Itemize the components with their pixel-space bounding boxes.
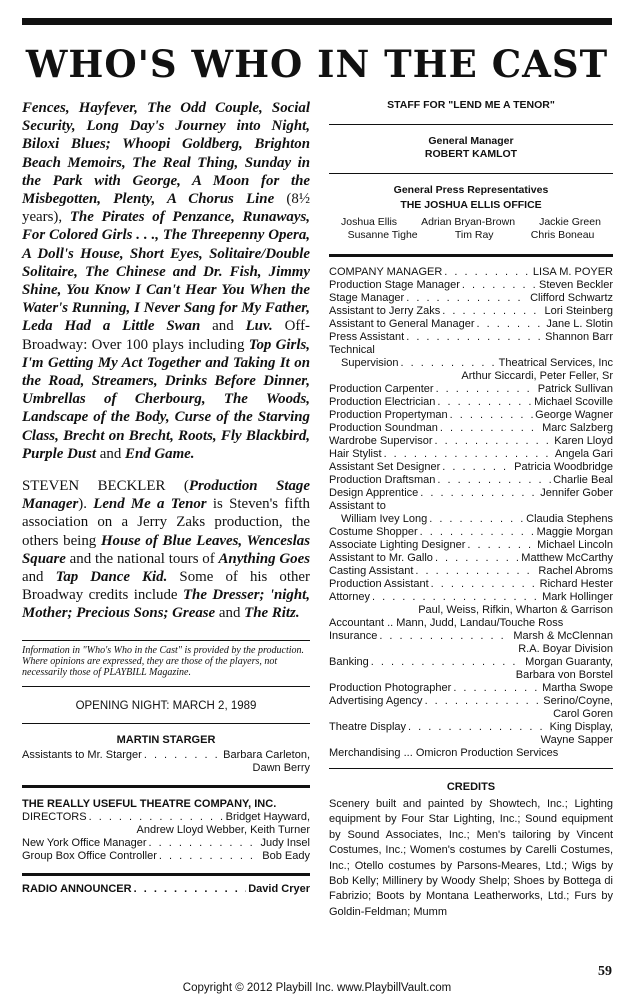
staff-row [329, 539, 613, 552]
staff-value: George Wagner [535, 409, 613, 421]
staff-row [329, 318, 613, 331]
staff-label: DIRECTORS [22, 810, 87, 823]
staff-row [329, 357, 613, 370]
staff-value: Charlie Beal [553, 474, 613, 486]
staff-row [329, 435, 613, 448]
staff-value: Richard Hester [539, 578, 613, 590]
staff-value: Rachel Abroms [538, 565, 613, 577]
staff-value: Michael Scoville [534, 396, 613, 408]
staff-row [329, 279, 613, 292]
staff-row [329, 474, 613, 487]
staff-label: Hair Stylist [329, 448, 382, 460]
bio-segment: Top Girls, I'm Getting My Act Together and Taking It on the Road, Streamers, Drinks Before Dinner, Umbrellas of Cherbourg, The Woods, Landscape of the Body, Curse of the Starving Class, Brecht on Brecht, Roots, Fly Blackbird, Purple Dust [22, 336, 310, 462]
staff-value-cont: Andrew Lloyd Webber, Keith Turner [136, 823, 310, 836]
staff-label: Assistant Set Designer [329, 461, 441, 473]
staff-value: Angela Gari [554, 448, 613, 460]
staff-row [329, 422, 613, 435]
press-name: Joshua Ellis [341, 216, 398, 228]
staff-row [329, 448, 613, 461]
press-names-row-2 [329, 229, 613, 242]
staff-value: Lori Steinberg [544, 305, 613, 317]
bio-segment: The Dresser; 'night, Mother; Precious Sons; Grease [22, 587, 311, 622]
staff-value: Marc Salzberg [542, 422, 613, 434]
bio-segment: (8½ years), [22, 191, 310, 226]
staff-label: Assistant to Mr. Gallo [329, 552, 433, 564]
staff-row [329, 383, 613, 396]
press-block [329, 173, 613, 254]
staff-value: Michael Lincoln [537, 539, 613, 551]
staff-value: Claudia Stephens [526, 513, 613, 525]
staff-label: Casting Assistant [329, 565, 414, 577]
staff-value: Jennifer Gober [540, 487, 613, 499]
producer-assistants-row [22, 749, 310, 762]
staff-value: Shannon Barr [545, 331, 613, 343]
copyright: Copyright © 2012 Playbill Inc. www.PlaybillVault.com [182, 982, 452, 994]
bio-segment: Tap Dance Kid. [55, 569, 168, 586]
staff-value: Martha Swope [542, 682, 613, 694]
staff-value: Mark Hollinger [542, 591, 613, 603]
staff-row [329, 396, 613, 409]
bio-segment: Off-Broadway: Over 100 plays including [22, 318, 310, 353]
staff-label: Production Stage Manager [329, 279, 460, 291]
staff-label: William Ivey Long [341, 513, 428, 525]
staff-row [329, 682, 613, 695]
top-rule [22, 18, 612, 25]
staff-value: Karen Lloyd [554, 435, 613, 447]
staff-row [329, 331, 613, 344]
press-name: Adrian Bryan-Brown [421, 216, 516, 228]
staff-value: Jane L. Slotin [546, 318, 613, 330]
staff-value: Theatrical Services, Inc [498, 357, 613, 369]
staff-row [329, 513, 613, 526]
bio-segment: and [215, 605, 245, 622]
staff-value-cont: R.A. Boyar Division [518, 643, 613, 655]
staff-value: Serino/Coyne, [543, 695, 613, 707]
staff-label: Production Electrician [329, 396, 436, 408]
bio-segment: is Steven's fifth association on a Jerry Zaks production, the others being [22, 496, 310, 549]
staff-row [22, 811, 310, 824]
staff-row [329, 565, 613, 578]
company-name: THE REALLY USEFUL THEATRE COMPANY, INC. [22, 797, 277, 810]
staff-label: Supervision [341, 357, 399, 369]
press-name: Chris Boneau [530, 229, 595, 241]
staff-value: Bridget Hayward, [225, 810, 310, 823]
staff-label: Production Carpenter [329, 383, 434, 395]
staff-label: Costume Shopper [329, 526, 418, 538]
radio-value: David Cryer [248, 882, 310, 895]
staff-label: COMPANY MANAGER [329, 266, 443, 278]
staff-row [329, 656, 613, 669]
staff-value: King Display, [549, 721, 613, 733]
credits-header: CREDITS [446, 781, 496, 793]
staff-label: Associate Lighting Designer [329, 539, 466, 551]
press-office: THE JOSHUA ELLIS OFFICE [400, 199, 542, 211]
staff-value: Matthew McCarthy [521, 552, 613, 564]
staff-label: Stage Manager [329, 292, 405, 304]
staff-label: Banking [329, 656, 369, 668]
staff-row [329, 578, 613, 591]
staff-row [329, 461, 613, 474]
staff-row: Merchandising ... Omicron Production Services [329, 747, 559, 759]
staff-value: LISA M. POYER [532, 266, 613, 278]
staff-list [329, 254, 613, 768]
producer-name: MARTIN STARGER [116, 733, 216, 746]
press-label: General Press Representatives [393, 184, 549, 196]
staff-label: Press Assistant [329, 331, 405, 343]
staff-value-cont: Wayne Sapper [540, 734, 613, 746]
staff-label: Production Propertyman [329, 409, 448, 421]
press-name: Tim Ray [454, 229, 494, 241]
staff-row [329, 487, 613, 500]
staff-value: Patricia Woodbridge [514, 461, 613, 473]
bio-segment: Lend Me a Tenor [93, 496, 207, 513]
bio-segment: The Ritz. [244, 605, 300, 622]
staff-value: Patrick Sullivan [537, 383, 613, 395]
opening-night: OPENING NIGHT: MARCH 2, 1989 [22, 686, 310, 723]
staff-row [329, 409, 613, 422]
bio-segment: Fences, Hayfever, The Odd Couple, Social Security, Long Day's Journey into Night, Biloxi Blues; Whoopi Goldberg, Brighton Beach Memoirs, The Real Thing, Sunday in the Park with George, A Moon for the Misbegotten, Plenty, A Chorus Line [22, 100, 310, 208]
staff-row [329, 526, 613, 539]
staff-label: Insurance [329, 630, 378, 642]
bio-segment: and [22, 569, 56, 586]
staff-label: Technical [329, 344, 375, 356]
bio-segment: House of Blue Leaves, Wenceslas Square [22, 532, 311, 567]
staff-value: Clifford Schwartz [530, 292, 613, 304]
staff-header: STAFF FOR "LEND ME A TENOR" [387, 99, 555, 111]
page-title: WHO'S WHO IN THE CAST [25, 42, 609, 86]
staff-value-cont: Arthur Siccardi, Peter Feller, Sr [461, 370, 613, 382]
general-manager-name: ROBERT KAMLOT [424, 148, 518, 160]
bio-segment: Production Stage Manager [22, 478, 310, 513]
staff-label: Production Assistant [329, 578, 429, 590]
staff-value-cont: Carol Goren [553, 708, 613, 720]
staff-label: Production Soundman [329, 422, 438, 434]
staff-row [329, 552, 613, 565]
staff-label: Assistant to General Manager [329, 318, 475, 330]
producer-assistant-1: Barbara Carleton, [223, 748, 310, 761]
general-manager-block [329, 124, 613, 173]
bio-segment: ). [78, 496, 94, 513]
staff-row [329, 305, 613, 318]
producer-assistant-2: Dawn Berry [252, 761, 310, 774]
staff-label: Design Apprentice [329, 487, 419, 499]
bio-segment: Some of his other Broadway credits include [22, 569, 311, 604]
staff-row [22, 837, 310, 850]
staff-row [329, 292, 613, 305]
staff-row [329, 721, 613, 734]
staff-value: Bob Eady [262, 849, 310, 862]
staff-value: Marsh & McClennan [513, 630, 613, 642]
staff-row [329, 630, 613, 643]
bio-segment: STEVEN BECKLER ( [22, 478, 189, 495]
left-column [22, 99, 310, 896]
company-block [22, 785, 310, 873]
staff-row [329, 266, 613, 279]
radio-row [22, 883, 310, 896]
staff-value-cont: Barbara von Borstel [515, 669, 613, 681]
staff-label: Assistant to [329, 500, 386, 512]
bio-segment: and [96, 445, 126, 462]
staff-label: Wardrobe Supervisor [329, 435, 433, 447]
staff-label: Advertising Agency [329, 695, 423, 707]
staff-value-cont: Paul, Weiss, Rifkin, Wharton & Garrison [418, 604, 613, 616]
right-column [329, 99, 613, 920]
staff-label: Theatre Display [329, 721, 407, 733]
radio-label: RADIO ANNOUNCER [22, 882, 132, 895]
bio-segment: Anything Goes [218, 550, 310, 567]
staff-row: Accountant .. Mann, Judd, Landau/Touche Ross [329, 617, 564, 629]
staff-label: Production Photographer [329, 682, 452, 694]
staff-label: New York Office Manager [22, 836, 147, 849]
bio-segment: The Pirates of Penzance, Runaways, For Colored Girls . . ., The Threepenny Opera, A Doll's House, Short Eyes, Solitaire/Double Solitaire, The Chinese and Dr. Fish, Jimmy Shine, You Know I Can't Hear You When the Water's Running, I Never Sang for My Father, Leda Had a Little Swan [22, 209, 310, 335]
disclaimer: Information in "Who's Who in the Cast" is provided by the production. Where opinions are expressed, they are those of the players, not necessarily those of PLAYBILL Magazine. [22, 640, 310, 678]
staff-row [22, 850, 310, 863]
bio-segment: End Game. [125, 445, 195, 462]
staff-label: Production Draftsman [329, 474, 436, 486]
staff-value: Judy Insel [260, 836, 310, 849]
staff-value: Morgan Guaranty, [525, 656, 613, 668]
credits-block [329, 768, 613, 920]
general-manager-label: General Manager [428, 135, 514, 147]
staff-label: Attorney [329, 591, 370, 603]
staff-value: Maggie Morgan [536, 526, 613, 538]
staff-row [329, 591, 613, 604]
bio-segment: and [200, 318, 246, 335]
bio-steven-beckler [22, 477, 310, 623]
staff-value: Steven Beckler [539, 279, 613, 291]
bio-segment: and the national tours of [65, 550, 219, 567]
page-number: 59 [598, 964, 612, 979]
bio-segment: Luv. [245, 318, 273, 335]
staff-row [329, 695, 613, 708]
press-name: Susanne Tighe [347, 229, 418, 241]
producer-block [22, 723, 310, 785]
credits-text: Scenery built and painted by Showtech, Inc.; Lighting equipment by Four Star Lighting, Inc.; Sound equipment by Sound Associates, Inc.; Men's tailoring by Vincent Costumes, Inc.; Women's costumes by Carelli Costumes, Inc.; Otello costumes by Parsons-Meares, Ltd.; Wigs by Bob Kelly; Millinery by Woody Shelp; Shoes by Bottega di Fabrizio; Boots by Montana Leatherworks, Ltd.; Furs by Goldin-Feldman; Mumm [329, 798, 613, 918]
radio-block [22, 873, 310, 896]
staff-label: Group Box Office Controller [22, 849, 157, 862]
press-names-row-1 [329, 216, 613, 229]
bio-continued [22, 99, 310, 463]
producer-assistants-label: Assistants to Mr. Starger [22, 748, 142, 761]
staff-label: Assistant to Jerry Zaks [329, 305, 441, 317]
company-rows [22, 811, 310, 863]
press-name: Jackie Green [539, 216, 601, 228]
